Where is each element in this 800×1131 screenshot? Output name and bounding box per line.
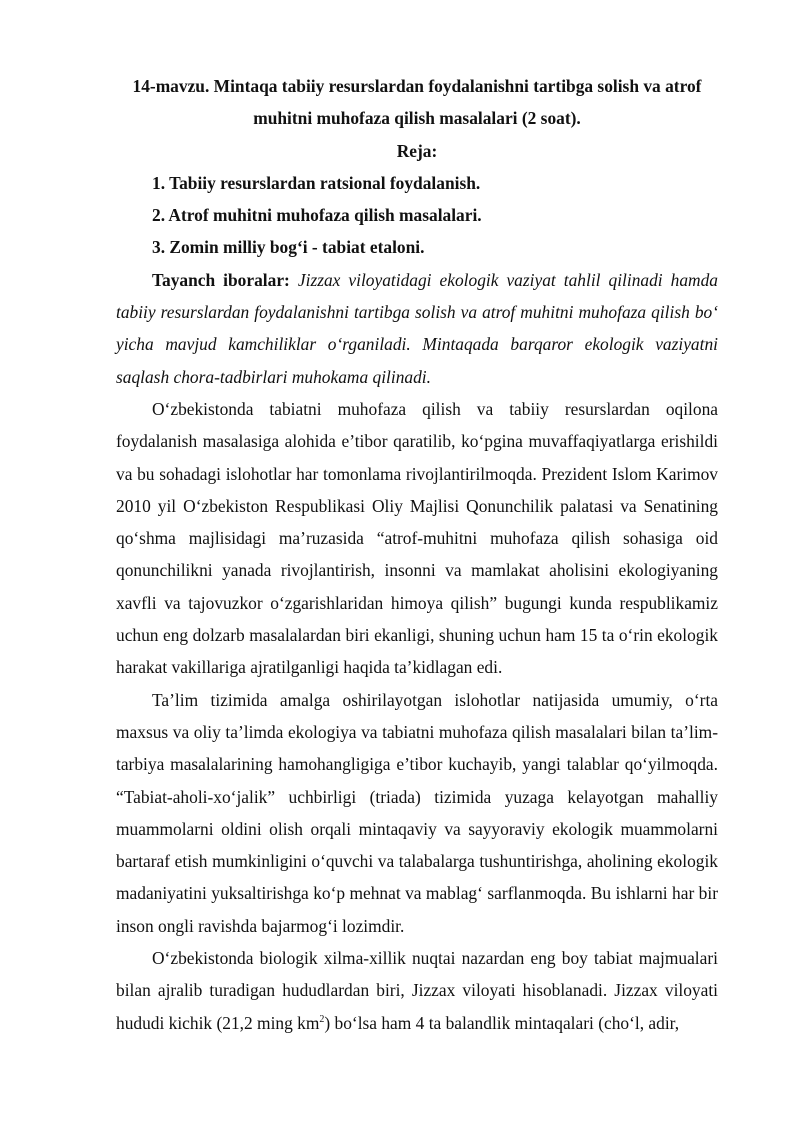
text-after-superscript: ) bo‘lsa ham 4 ta balandlik mintaqalari (cho‘l, adir, xyxy=(324,1012,680,1033)
title-line-1: 14-mavzu. Mintaqa tabiiy resurslardan foydalanishni tartibga solish va atrof xyxy=(132,76,702,96)
plan-item: 2. Atrof muhitni muhofaza qilish masalalari. xyxy=(152,205,482,226)
title-line-2: muhitni muhofaza qilish masalalari (2 soat). xyxy=(253,108,581,129)
body-paragraph-last xyxy=(116,942,718,1039)
text-before-superscript: O‘zbekistonda biologik xilma-xillik nuqtai nazardan eng boy tabiat majmualari bilan ajralib turadigan hududlardan biri, Jizzax viloyati hisoblanadi. Jizzax viloyati hududi kichik (21,2 ming km xyxy=(116,948,718,1033)
plan-list xyxy=(116,167,718,264)
keywords-label: Tayanch iboralar: xyxy=(152,269,290,290)
keywords-text: Jizzax viloyatidagi ekologik vaziyat tahlil qilinadi hamda tabiiy resurslardan foydalanishni tartibga solish va atrof muhitni muhofaza qilish bo‘ yicha mavjud kamchiliklar o‘rganiladi. Mintaqada barqaror ekologik vaziyatni saqlash chora-tadbirlari muhokama qilinadi. xyxy=(116,269,718,387)
page-title xyxy=(116,70,718,135)
plan-item: 1. Tabiiy resurslardan ratsional foydalanish. xyxy=(152,172,481,193)
plan-heading: Reja: xyxy=(396,140,438,161)
keywords-paragraph xyxy=(116,264,718,393)
superscript: 2 xyxy=(319,1013,325,1025)
plan-item: 3. Zomin milliy bog‘i - tabiat etaloni. xyxy=(152,237,425,258)
body-paragraph: O‘zbekistonda tabiatni muhofaza qilish va tabiiy resurslardan oqilona foydalanish masalasiga alohida e’tibor qaratilib, ko‘pgina muvaffaqiyatlarga erishildi va bu sohadagi islohotlar har tomonlama rivojlantirilmoqda. Prezident Islom Karimov 2010 yil O‘zbekiston Respublikasi Oliy Majlisi Qonunchilik palatasi va Senatining qo‘shma majlisidagi ma’ruzasida “atrof-muhitni muhofaza qilish sohasiga oid qonunchilikni yanada rivojlantirish, insonni va mamlakat aholisini ekologiyaning xavfli va tajovuzkor o‘zgarishlaridan himoya qilish” bugungi kunda respublikamiz uchun eng dolzarb masalalardan biri ekanligi, shuning uchun ham 15 ta o‘rin ekologik harakat vakillariga ajratilganligi haqida ta’kidlagan edi. xyxy=(116,398,718,678)
body-paragraph: Ta’lim tizimida amalga oshirilayotgan islohotlar natijasida umumiy, o‘rta maxsus va oliy ta’limda ekologiya va tabiatni muhofaza qilish masalalari bilan ta’lim-tarbiya masalalarining hamohangligiga e’tibor kuchayib, yangi talablar qo‘yilmoqda. “Tabiat-aholi-xo‘jalik” uchbirligi (triada) tizimida yuzaga kelayotgan mahalliy muammolarni oldini olish orqali mintaqaviy va sayyoraviy ekologik muammolarni bartaraf etish mumkinligini o‘quvchi va talabalarga tushuntirishga, aholining ekologik madaniyatini yuksaltirishga ko‘p mehnat va mablag‘ sarflanmoqda. Bu ishlarni har bir inson ongli ravishda bajarmog‘i lozimdir. xyxy=(116,689,718,936)
